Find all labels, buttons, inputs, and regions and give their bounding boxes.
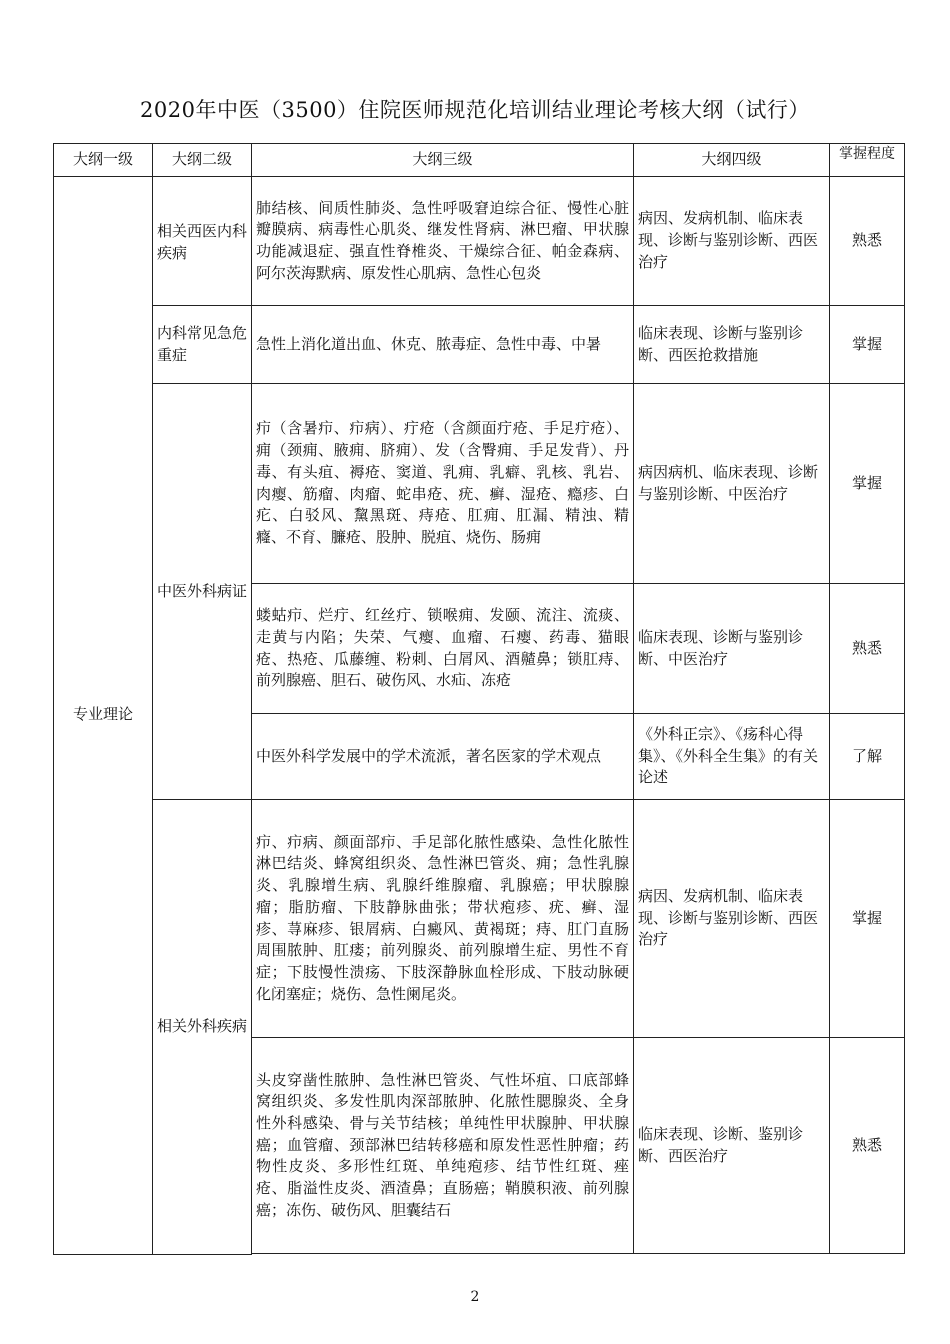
degree-cell: 了解	[830, 714, 905, 800]
level1-cell: 专业理论	[54, 177, 153, 1255]
page-number: 2	[470, 1289, 480, 1305]
degree-cell: 熟悉	[830, 1038, 905, 1254]
level2-cell: 中医外科病证	[153, 384, 252, 800]
level4-cell: 临床表现、诊断与鉴别诊断、西医抢救措施	[634, 306, 830, 384]
header-level2: 大纲二级	[153, 144, 252, 177]
degree-cell: 熟悉	[830, 584, 905, 714]
level4-cell: 临床表现、诊断、鉴别诊断、西医治疗	[634, 1038, 830, 1254]
header-level1: 大纲一级	[54, 144, 153, 177]
table-row	[54, 384, 905, 584]
table-row	[54, 306, 905, 384]
level2-cell: 相关外科疾病	[153, 800, 252, 1255]
degree-cell: 掌握	[830, 800, 905, 1038]
level3-cell: 疖（含暑疖、疖病）、疔疮（含颜面疔疮、手足疔疮）、痈（颈痈、腋痈、脐痈）、发（含臀痈、手足发背）、丹毒、有头疽、褥疮、窦道、乳痈、乳癖、乳核、乳岩、肉瘿、筋瘤、肉瘤、蛇串疮、疣、癣、湿疮、瘾疹、白疕、白驳风、黧黑斑、痔疮、肛痈、肛漏、精浊、精癃、不育、臁疮、股肿、脱疽、烧伤、肠痈	[252, 384, 634, 584]
spacer-cell	[252, 1254, 905, 1255]
header-level3: 大纲三级	[252, 144, 634, 177]
header-row	[54, 144, 905, 177]
level3-cell: 蝼蛄疖、烂疔、红丝疔、锁喉痈、发颐、流注、流痰、走黄与内陷；失荣、气瘿、血瘤、石瘿、药毒、猫眼疮、热疮、瓜藤缠、粉刺、白屑风、酒齄鼻；锁肛痔、前列腺癌、胆石、破伤风、水疝、冻疮	[252, 584, 634, 714]
level4-cell: 病因、发病机制、临床表现、诊断与鉴别诊断、西医治疗	[634, 177, 830, 306]
level3-cell: 肺结核、间质性肺炎、急性呼吸窘迫综合征、慢性心脏瓣膜病、病毒性心肌炎、继发性肾病、淋巴瘤、甲状腺功能减退症、强直性脊椎炎、干燥综合征、帕金森病、阿尔茨海默病、原发性心肌病、急性心包炎	[252, 177, 634, 306]
level3-cell: 急性上消化道出血、休克、脓毒症、急性中毒、中暑	[252, 306, 634, 384]
level3-cell: 中医外科学发展中的学术流派，著名医家的学术观点	[252, 714, 634, 800]
table-row	[54, 177, 905, 306]
level4-cell: 《外科正宗》、《疡科心得集》、《外科全生集》的有关论述	[634, 714, 830, 800]
header-degree: 掌握程度	[830, 144, 905, 177]
outline-table	[53, 143, 905, 1255]
level2-cell: 内科常见急危重症	[153, 306, 252, 384]
level4-cell: 病因、发病机制、临床表现、诊断与鉴别诊断、西医治疗	[634, 800, 830, 1038]
level4-cell: 病因病机、临床表现、诊断与鉴别诊断、中医治疗	[634, 384, 830, 584]
degree-cell: 掌握	[830, 384, 905, 584]
level3-cell: 疖、疖病、颜面部疖、手足部化脓性感染、急性化脓性淋巴结炎、蜂窝组织炎、急性淋巴管炎、痈；急性乳腺炎、乳腺增生病、乳腺纤维腺瘤、乳腺癌；甲状腺腺瘤；脂肪瘤、下肢静脉曲张；带状疱疹、疣、癣、湿疹、荨麻疹、银屑病、白癜风、黄褐斑；痔、肛门直肠周围脓肿、肛瘘；前列腺炎、前列腺增生症、男性不育症；下肢慢性溃疡、下肢深静脉血栓形成、下肢动脉硬化闭塞症；烧伤、急性阑尾炎。	[252, 800, 634, 1038]
table-row	[54, 800, 905, 1038]
degree-cell: 熟悉	[830, 177, 905, 306]
degree-cell: 掌握	[830, 306, 905, 384]
level3-cell: 头皮穿凿性脓肿、急性淋巴管炎、气性坏疽、口底部蜂窝组织炎、多发性肌肉深部脓肿、化脓性腮腺炎、全身性外科感染、骨与关节结核；单纯性甲状腺肿、甲状腺癌；血管瘤、颈部淋巴结转移癌和原发性恶性肿瘤；药物性皮炎、多形性红斑、单纯疱疹、结节性红斑、痤疮、脂溢性皮炎、酒渣鼻；直肠癌；鞘膜积液、前列腺癌；冻伤、破伤风、胆囊结石	[252, 1038, 634, 1254]
level2-cell: 相关西医内科疾病	[153, 177, 252, 306]
header-level4: 大纲四级	[634, 144, 830, 177]
level4-cell: 临床表现、诊断与鉴别诊断、中医治疗	[634, 584, 830, 714]
page-title: 2020年中医（3500）住院医师规范化培训结业理论考核大纲（试行）	[140, 98, 810, 122]
